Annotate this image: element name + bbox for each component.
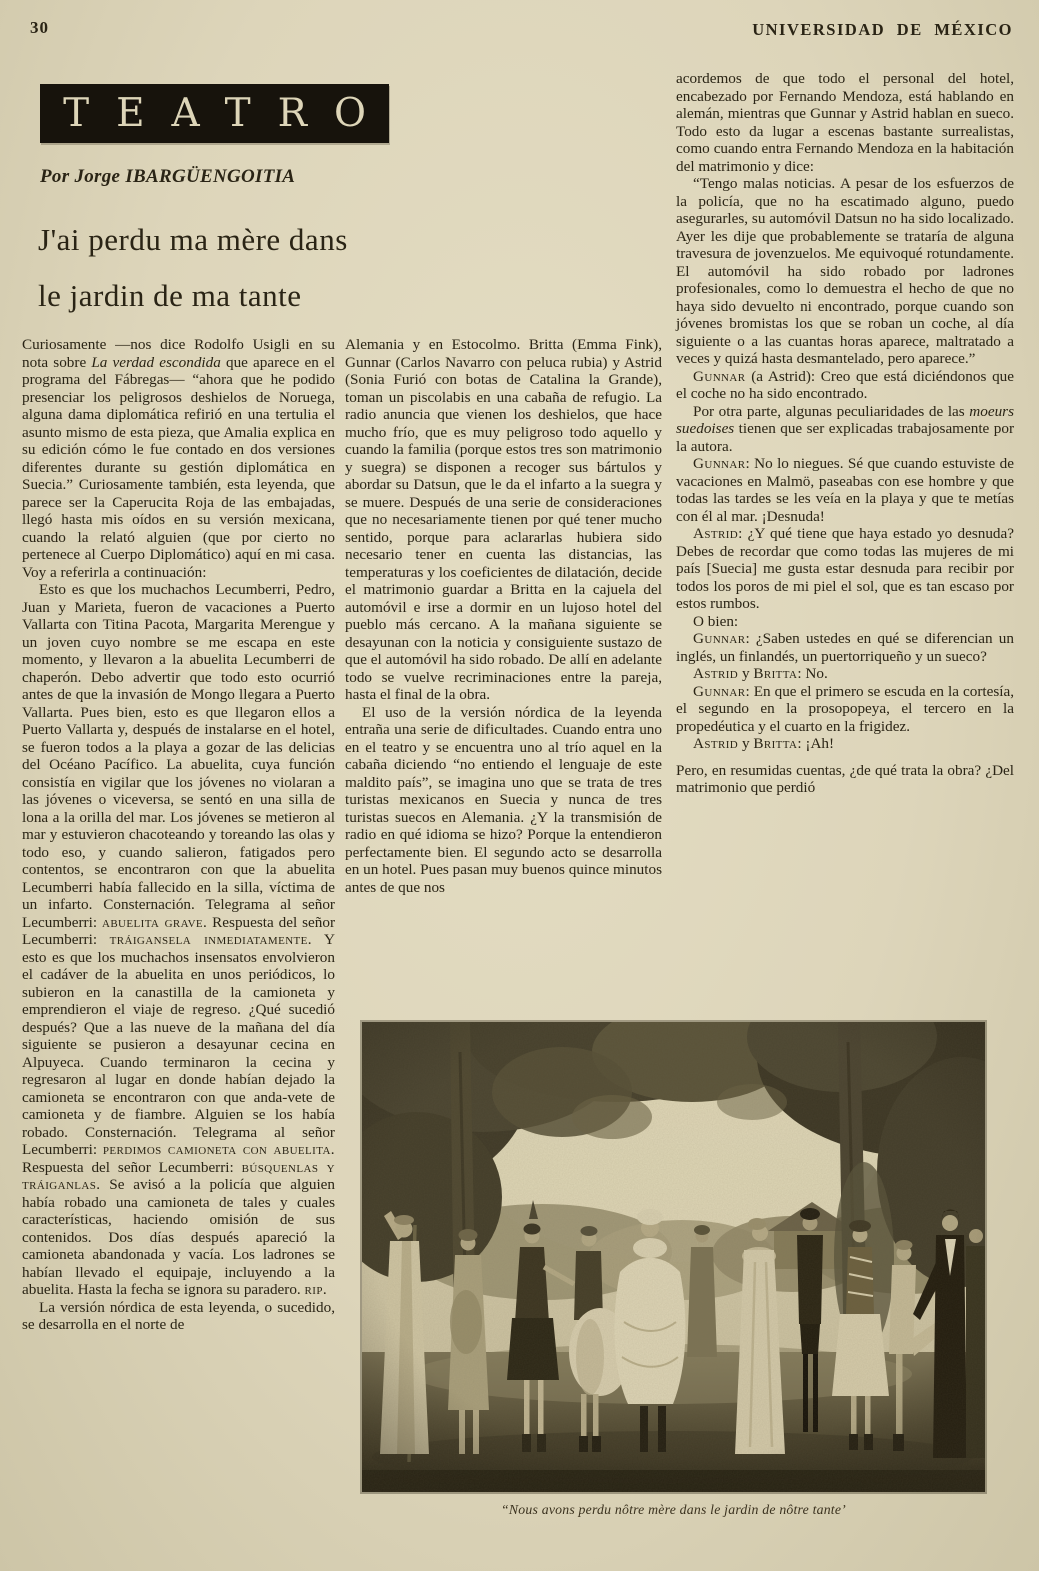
paragraph <box>676 368 1014 403</box>
smallcaps-text: Britta <box>753 665 798 682</box>
text-run: y <box>738 665 754 682</box>
text-run: La versión nórdica de esta leyenda, o sucedido, se desarrolla en el norte de <box>22 1298 335 1333</box>
text-run: “Tengo malas noticias. A pesar de los esfuerzos de la policía, que no ha escatimado alguno, puedo asegurarles, su automóvil Datsun no ha sido localizado. Ayer les dije que probablemente se trataría de alguna travesura de jovenzuelos. Me equivoqué rotundamente. El automóvil ha sido robado por ladrones profesionales, como lo demuestra el hecho de que no haya sido devuelto ni encontrado, porque cuando son jóvenes bromistas los que se roban un coche, al día siguiente o a las cuantas horas aparece, maltratado a veces y quizá hasta desmantelado, pero aparece.” <box>676 175 1014 367</box>
paragraph <box>676 403 1014 456</box>
paragraph <box>676 70 1014 175</box>
page-number: 30 <box>30 18 49 37</box>
text-run: El uso de la versión nórdica de la leyenda entraña una serie de dificultades. Cuando entra uno en el teatro y se encuentra uno al trío aquel en la cabaña diciendo “no entiendo el lenguaje de este maldito país”, se imagina uno que se trata de tres turistas mexicanos en Suecia y nunca de tres turistas suecos en Alemania. ¿Y la transmisión de radio en qué idioma se hizo? Porque la entendieron perfectamente bien. El segundo acto se desarrolla en un hotel. Pues pasan muy buenos quince minutos antes de que nos <box>345 703 662 896</box>
text-run: que aparece en el programa del Fábregas— “ahora que he podido presenciar los peligrosos deshielos de Noruega, alguna dama diplomática refirió en una tertulia el asunto mismo de esta pieza, que Amalia explica en su edición cómo le fue contado en dos versiones diferentes durante su gestión diplomática en Suecia.” Curiosamente también, esta leyenda, que parece ser la Caperucita Roja de las embajadas, llegó hasta mis oídos en su versión mexicana, cuando la relató alguien (que por cierto no pertenece al Cuerpo Diplomático) aquí en mi casa. Voy a referirla a continuación: <box>22 353 335 581</box>
smallcaps-text: abuelita grave. <box>101 913 208 931</box>
smallcaps-text: Gunnar <box>693 455 746 472</box>
title-line: le jardin de ma tante <box>38 278 302 313</box>
text-run: acordemos de que todo el personal del hotel, encabezado por Fernando Mendoza, está hablando en alemán, mientras que Gunnar y Astrid hablan en sueco. Todo esto da lugar a escenas bastante surrealistas, como cuando entra Fernando Mendoza en la habitación del matrimonio y dice: <box>676 70 1014 175</box>
text-run: : No. <box>797 665 828 682</box>
paragraph <box>676 735 1014 753</box>
text-run: : En que el primero se escuda en la cortesía, el segundo en la prosopopeya, el tercero en la propedéutica y el cuarto en la frigidez. <box>676 682 1014 735</box>
paragraph <box>345 704 662 897</box>
smallcaps-text: Astrid <box>693 735 739 752</box>
smallcaps-text: perdimos camioneta con abuelita. <box>102 1141 335 1158</box>
text-run: (a Astrid): Creo que está diciéndonos que el coche no ha sido encontrado. <box>676 367 1014 402</box>
paragraph <box>676 683 1014 736</box>
paragraph <box>676 175 1014 368</box>
article-title <box>38 212 348 324</box>
smallcaps-text: búsquenlas y tráiganlas. <box>22 1158 335 1193</box>
photo-caption: “Nous avons perdu nôtre mère dans le jardin de nôtre tante’ <box>501 1502 846 1517</box>
journal-title: UNIVERSIDAD DE MÉXICO <box>752 20 1013 39</box>
paragraph <box>676 762 1014 797</box>
text-run: O bien: <box>693 612 739 630</box>
paragraph <box>676 630 1014 665</box>
paragraph <box>676 665 1014 683</box>
smallcaps-text: Gunnar <box>693 682 746 700</box>
text-run: tienen que ser explicadas trabajosamente por la autora. <box>676 420 1014 455</box>
text-run: Por otra parte, algunas peculiaridades de las <box>693 402 970 420</box>
paragraph <box>22 581 335 1299</box>
smallcaps-text: tráigansela inmediatamente. <box>109 931 312 948</box>
smallcaps-text: Astrid <box>693 665 739 682</box>
text-run: Se avisó a la policía que alguien había robado una camioneta de tales y cuales características, haciendo omisión de sus contenidos. Dos días después apareció la camioneta abandonada y vacía. Los ladrones se habían llevado el equipaje, incluyendo a la abuelita. Hasta la fecha se ignora su paradero. <box>22 1176 335 1298</box>
text-column-1 <box>22 336 335 1334</box>
text-run: Esto es que los muchachos Lecumberri, Pedro, Juan y Marieta, fueron de vacaciones a Puerto Vallarta con Titina Pacota, Margarita Merengue y un joven cuyo nombre se me escapa en este momento, y llevaron a la abuelita Lecumberri de chaperón. Debo advertir que todo esto ocurrió antes de que la invasión de Mongo llegara a Puerto Vallarta. Pues bien, esto es que llegaron ellos a Puerto Vallarta y, después de instalarse en el hotel, se fueron todos a la playa a gozar de las delicias del Océano Pacífico. La abuelita, cuya función consistía en vigilar que los jóvenes no violaran a las jóvenes o viceversa, se sentó en una silla de lona a la orilla del mar. Los jóvenes se metieron al mar y estuvieron chacoteando y toreando las olas y todo eso, y cuando salieron, fatigados pero contentos, se encontraron con que la abuelita Lecumberri había fallecido en la silla, víctima de un infarto. Consternación. Telegrama al señor Lecumberri: <box>22 581 335 931</box>
italic-text: moeurs suedoises <box>676 402 1014 437</box>
text-run: Y esto es que los muchachos insensatos envolvieron el cadáver de la abuelita en unos periódicos, lo subieron en la canastilla de la camioneta y emprendieron el viaje de regreso. ¿Qué sucedió después? Que a las nueve de la mañana del día siguiente se pusieron a desayunar cecina en Alpuyeca. Cuando terminaron la cecina y regresaron al lugar en donde habían dejado la camioneta se encontraron con que anda-vete de camioneta y de fiambre. Alguien se los había robado. Consternación. Telegrama al señor Lecumberri: <box>22 931 335 1158</box>
text-run: : No lo niegues. Sé que cuando estuviste de vacaciones en Malmö, paseabas con ese hombre y que todas las tardes se les veía en la playa y que te metías con él al mar. ¡Desnuda! <box>676 455 1014 525</box>
paragraph <box>676 613 1014 631</box>
text-run: Respuesta del señor Lecumberri: <box>22 1158 242 1176</box>
section-banner <box>40 84 393 143</box>
smallcaps-text: Astrid <box>693 525 739 542</box>
smallcaps-text: rip. <box>304 1281 328 1298</box>
byline: Por Jorge IBARGÜENGOITIA <box>40 166 296 187</box>
text-run: y <box>738 735 754 752</box>
text-column-2 <box>345 336 662 896</box>
text-run: : ¿Saben ustedes en qué se diferencian un inglés, un finlandés, un puertorriqueño y un sueco? <box>676 630 1014 665</box>
paragraph <box>22 1299 335 1334</box>
smallcaps-text: Britta <box>753 735 798 752</box>
paragraph <box>676 525 1014 613</box>
stage-photo-graphic <box>362 1022 985 1492</box>
text-run: Pero, en resumidas cuentas, ¿de qué trata la obra? ¿Del matrimonio que perdió <box>676 761 1014 796</box>
section-title: TEATRO <box>63 91 393 136</box>
smallcaps-text: Gunnar <box>693 630 746 647</box>
text-column-3 <box>676 70 1014 797</box>
paragraph <box>676 455 1014 525</box>
smallcaps-text: Gunnar <box>693 367 746 385</box>
text-run: Respuesta del señor Lecumberri: <box>22 913 335 948</box>
paragraph <box>22 336 335 581</box>
text-run: Curiosamente —nos dice Rodolfo Usigli en su nota sobre <box>22 336 335 371</box>
italic-text: La verdad escondida <box>91 353 221 371</box>
paragraph <box>345 336 662 704</box>
text-run: Alemania y en Estocolmo. Britta (Emma Fink), Gunnar (Carlos Navarro con peluca rubia) y Astrid (Sonia Furió con botas de Catalina la Grande), toman un piscolabis en una cabaña de refugio. La radio anuncia que vienen los deshielos, que hace mucho frío, que es muy peligroso todo aquello y cuando la familia (porque estos tres son matrimonio y suegra) se disponen a recoger sus bártulos y abordar su Datsun, que le da el infarto a la suegra y se muere. Después de una serie de consideraciones que no necesariamente tienen por qué tener mucho sentido, porque para aclararlas hubiera sido necesario tener en cuenta las distancias, las temperaturas y los coeficientes de dilatación, decide el matrimonio guardar a Britta en la cajuela del automóvil e irse a dormir en un lujoso hotel del pueblo más cercano. A la mañana siguiente se desayunan con la noticia y consiguiente sustazo de que el automóvil ha sido robado. De allí en adelante todo se vuelve recriminaciones entre la pareja, hasta el final de la obra. <box>345 336 662 703</box>
text-run: : ¿Y qué tiene que haya estado yo desnuda? Debes de recordar que como todas las mujeres de mi país [Suecia] me gusta estar desnuda para recibir por todos los poros de mi piel el sol, que es tan escaso por estos rumbos. <box>676 525 1014 612</box>
title-line: J'ai perdu ma mère dans <box>38 222 348 257</box>
text-run: : ¡Ah! <box>797 735 835 752</box>
stage-photo <box>362 1022 985 1492</box>
